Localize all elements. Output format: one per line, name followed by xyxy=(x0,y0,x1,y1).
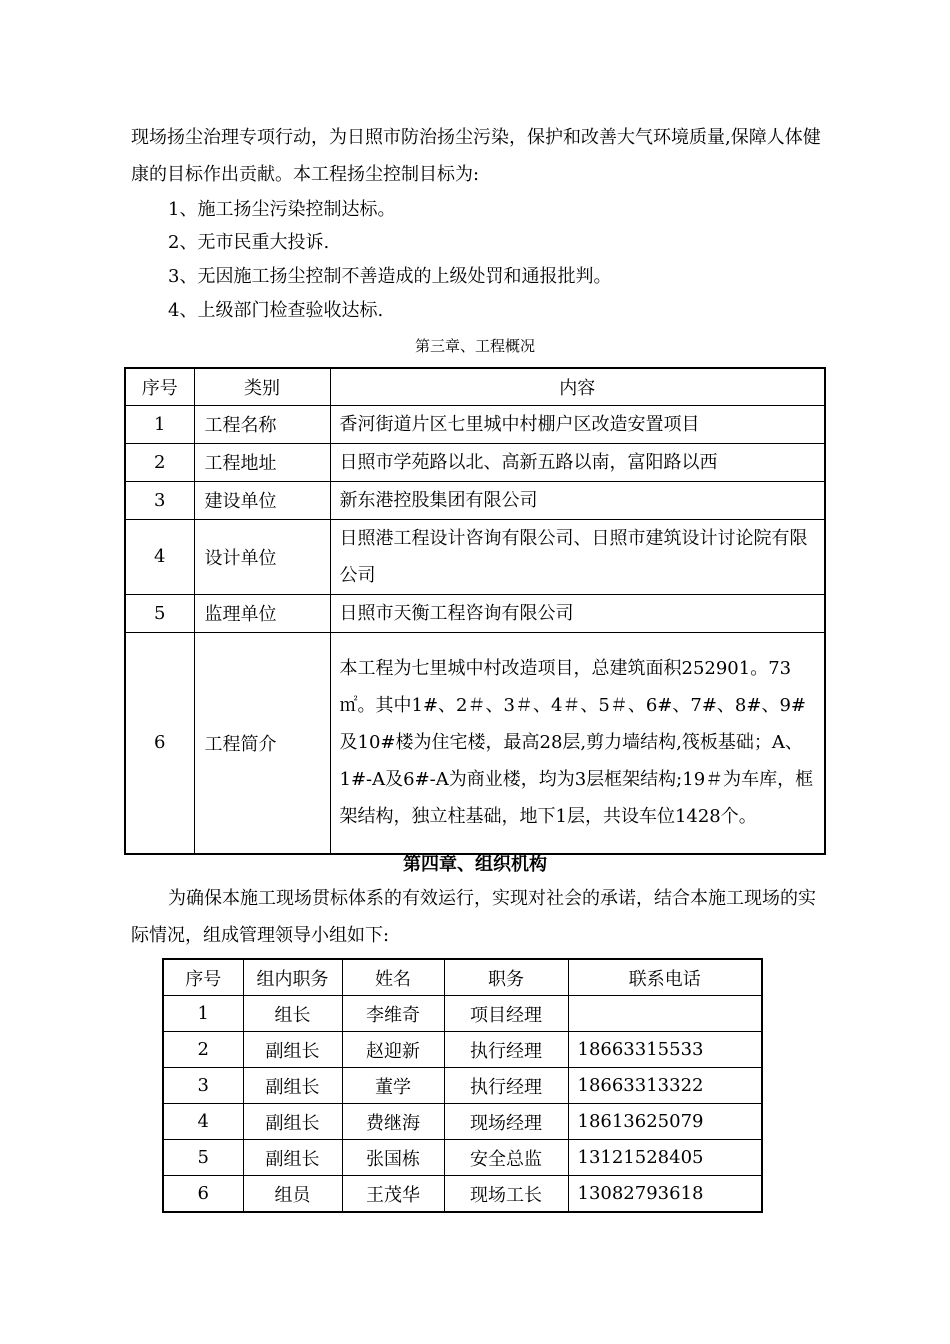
table-header-row xyxy=(163,959,762,996)
table-row xyxy=(163,1140,762,1176)
row-category: 建设单位 xyxy=(194,481,330,519)
row-content: 日照市学苑路以北、高新五路以南，富阳路以西 xyxy=(330,443,825,481)
table-row xyxy=(125,481,825,519)
member-position: 现场经理 xyxy=(444,1104,568,1140)
member-role: 副组长 xyxy=(243,1104,342,1140)
table-row xyxy=(125,443,825,481)
table-row xyxy=(163,1032,762,1068)
header-name: 姓名 xyxy=(342,959,444,996)
member-role: 组员 xyxy=(243,1176,342,1213)
row-content: 本工程为七里城中村改造项目，总建筑面积252901。73㎡。其中1#、2＃、3＃、4＃、5＃、6#、7#、8#、9#及10#楼为住宅楼，最高28层,剪力墙结构,筏板基础；A、1#-A及6#-A为商业楼，均为3层框架结构;19＃为车库，框架结构，独立柱基础，地下1层，共设车位1428个。 xyxy=(330,632,825,854)
row-no: 1 xyxy=(125,405,194,443)
member-name: 赵迎新 xyxy=(342,1032,444,1068)
row-content: 香河街道片区七里城中村棚户区改造安置项目 xyxy=(330,405,825,443)
header-category: 类别 xyxy=(194,368,330,405)
member-position: 安全总监 xyxy=(444,1140,568,1176)
project-overview-table xyxy=(124,367,826,855)
table-row xyxy=(163,1176,762,1213)
chapter4-heading: 第四章、组织机构 xyxy=(403,854,547,875)
row-content: 日照港工程设计咨询有限公司、日照市建筑设计讨论院有限公司 xyxy=(330,519,825,594)
goal-item-1: 1、施工扬尘污染控制达标。 xyxy=(168,199,396,220)
header-phone: 联系电话 xyxy=(568,959,762,996)
row-category: 工程名称 xyxy=(194,405,330,443)
member-phone: 13082793618 xyxy=(568,1176,762,1213)
row-no: 2 xyxy=(125,443,194,481)
header-no: 序号 xyxy=(125,368,194,405)
table-row xyxy=(163,996,762,1032)
header-content: 内容 xyxy=(330,368,825,405)
table-row xyxy=(163,1104,762,1140)
member-phone xyxy=(568,996,762,1032)
member-no: 5 xyxy=(163,1140,243,1176)
row-no: 4 xyxy=(125,519,194,594)
member-phone: 13121528405 xyxy=(568,1140,762,1176)
member-role: 副组长 xyxy=(243,1032,342,1068)
table-row xyxy=(125,519,825,594)
member-position: 执行经理 xyxy=(444,1032,568,1068)
row-category: 设计单位 xyxy=(194,519,330,594)
member-phone: 18613625079 xyxy=(568,1104,762,1140)
member-position: 现场工长 xyxy=(444,1176,568,1213)
member-no: 4 xyxy=(163,1104,243,1140)
member-no: 1 xyxy=(163,996,243,1032)
header-role: 组内职务 xyxy=(243,959,342,996)
member-phone: 18663313322 xyxy=(568,1068,762,1104)
goal-item-3: 3、无因施工扬尘控制不善造成的上级处罚和通报批判。 xyxy=(168,266,612,287)
goal-item-2: 2、无市民重大投诉. xyxy=(168,232,330,253)
table-row xyxy=(125,594,825,632)
table-row xyxy=(163,1068,762,1104)
member-position: 项目经理 xyxy=(444,996,568,1032)
member-position: 执行经理 xyxy=(444,1068,568,1104)
row-category: 监理单位 xyxy=(194,594,330,632)
row-no: 6 xyxy=(125,632,194,854)
row-no: 3 xyxy=(125,481,194,519)
member-phone: 18663315533 xyxy=(568,1032,762,1068)
table-row xyxy=(125,632,825,854)
row-category: 工程地址 xyxy=(194,443,330,481)
member-no: 2 xyxy=(163,1032,243,1068)
member-role: 副组长 xyxy=(243,1140,342,1176)
member-role: 组长 xyxy=(243,996,342,1032)
header-position: 职务 xyxy=(444,959,568,996)
organization-table xyxy=(162,958,763,1213)
row-content: 新东港控股集团有限公司 xyxy=(330,481,825,519)
member-name: 董学 xyxy=(342,1068,444,1104)
member-name: 王茂华 xyxy=(342,1176,444,1213)
member-role: 副组长 xyxy=(243,1068,342,1104)
row-no: 5 xyxy=(125,594,194,632)
row-category: 工程简介 xyxy=(194,632,330,854)
intro-paragraph: 现场扬尘治理专项行动，为日照市防治扬尘污染，保护和改善大气环境质量,保障人体健康的目标作出贡献。本工程扬尘控制目标为: xyxy=(131,127,821,185)
member-name: 张国栋 xyxy=(342,1140,444,1176)
member-no: 3 xyxy=(163,1068,243,1104)
table-row xyxy=(125,405,825,443)
member-no: 6 xyxy=(163,1176,243,1213)
member-name: 费继海 xyxy=(342,1104,444,1140)
row-content: 日照市天衡工程咨询有限公司 xyxy=(330,594,825,632)
chapter3-caption: 第三章、工程概况 xyxy=(414,337,535,355)
member-name: 李维奇 xyxy=(342,996,444,1032)
table-header-row xyxy=(125,368,825,405)
goal-item-4: 4、上级部门检查验收达标. xyxy=(168,300,384,321)
header-no: 序号 xyxy=(163,959,243,996)
chapter4-paragraph: 为确保本施工现场贯标体系的有效运行，实现对社会的承诺，结合本施工现场的实际情况，组成管理领导小组如下: xyxy=(131,888,816,946)
